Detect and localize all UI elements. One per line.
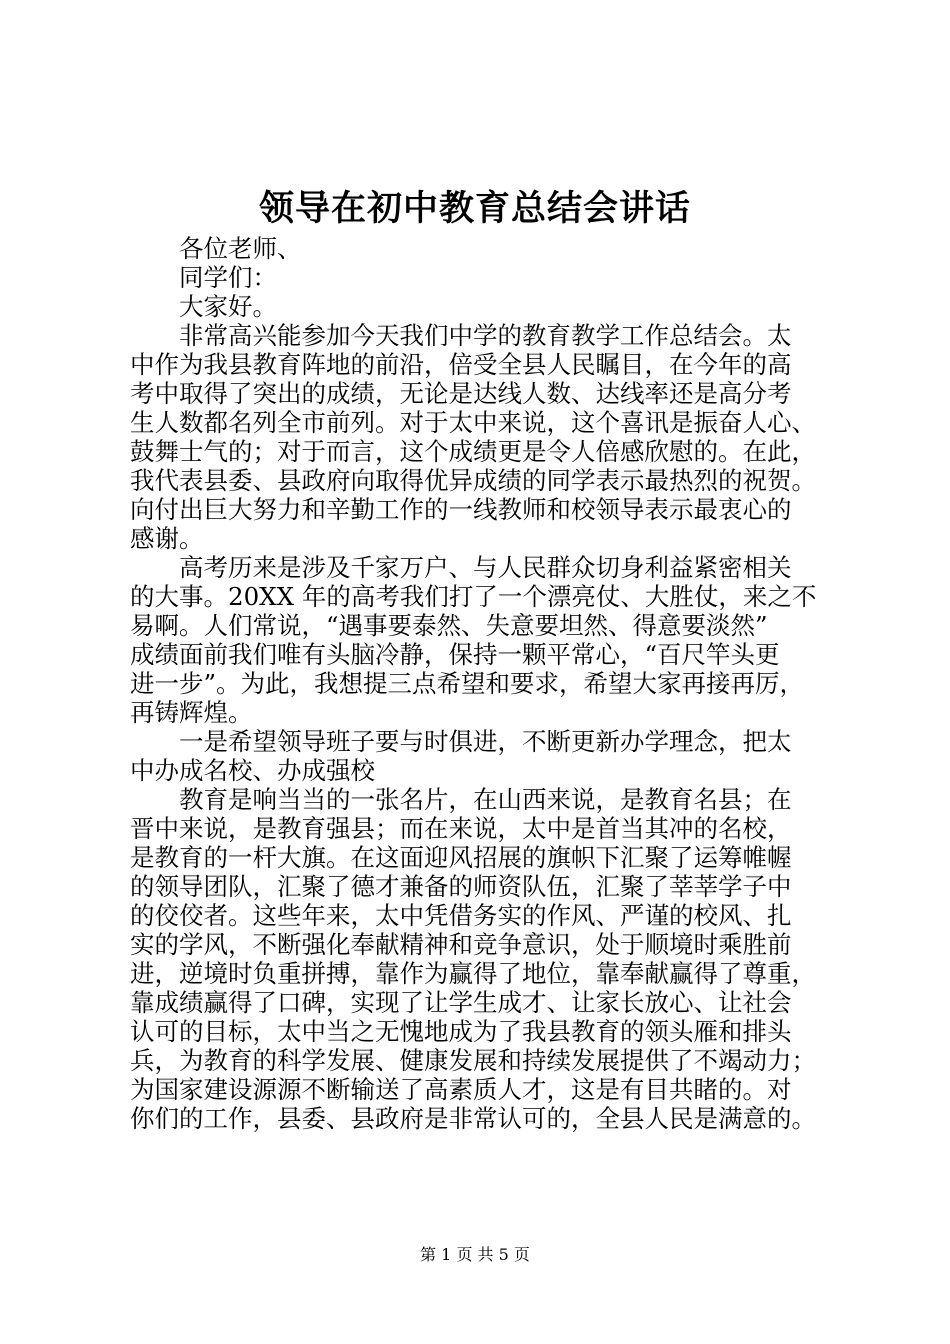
text-line: 兵，为教育的科学发展、健康发展和持续发展提供了不竭动力； xyxy=(130,1046,816,1075)
greeting: 大家好。 xyxy=(179,292,277,321)
paragraph-1 xyxy=(130,321,830,553)
document-title: 领导在初中教育总结会讲话 xyxy=(258,189,691,229)
text-line: 的大事。20XX 年的高考我们打了一个漂亮仗、大胜仗，来之不 xyxy=(130,582,817,611)
text-line: 易啊。人们常说，“遇事要泰然、失意要坦然、得意要淡然” xyxy=(130,611,768,640)
text-line: 晋中来说，是教育强县；而在来说，太中是首当其冲的名校， xyxy=(130,814,792,843)
text-line: 你们的工作，县委、县政府是非常认可的，全县人民是满意的。 xyxy=(130,1104,816,1133)
text-line: 鼓舞士气的；对于而言，这个成绩更是令人倍感欣慰的。在此， xyxy=(130,437,816,466)
text-line: 进一步”。为此，我想提三点希望和要求，希望大家再接再厉， xyxy=(130,669,805,698)
text-line: 感谢。 xyxy=(130,524,204,553)
text-line: 一是希望领导班子要与时俱进，不断更新办学理念，把太 xyxy=(179,727,792,756)
text-line: 考中取得了突出的成绩，无论是达线人数、达线率还是高分考 xyxy=(130,379,792,408)
salutation-line xyxy=(130,292,830,321)
page-footer: 第 1 页 共 5 页 xyxy=(420,1245,530,1264)
text-line: 为国家建设源源不断输送了高素质人才，这是有目共睹的。对 xyxy=(130,1075,792,1104)
text-line: 是教育的一杆大旗。在这面迎风招展的旗帜下汇聚了运筹帷幄 xyxy=(130,843,792,872)
document-body xyxy=(130,234,830,1133)
text-line: 靠成绩赢得了口碑，实现了让学生成才、让家长放心、让社会 xyxy=(130,988,792,1017)
text-line: 向付出巨大努力和辛勤工作的一线教师和校领导表示最衷心的 xyxy=(130,495,792,524)
text-line: 再铸辉煌。 xyxy=(130,698,253,727)
paragraph-2 xyxy=(130,553,830,727)
text-line: 中办成名校、办成强校 xyxy=(130,756,375,785)
text-line: 进，逆境时负重拼搏，靠作为赢得了地位，靠奉献赢得了尊重， xyxy=(130,959,816,988)
text-line: 认可的目标，太中当之无愧地成为了我县教育的领头雁和排头 xyxy=(130,1017,792,1046)
text-line: 成绩面前我们唯有头脑冷静，保持一颗平常心，“百尺竿头更 xyxy=(130,640,780,669)
salutation-line xyxy=(130,263,830,292)
text-line: 生人数都名列全市前列。对于太中来说，这个喜讯是振奋人心、 xyxy=(130,408,816,437)
salutation-teachers: 各位老师、 xyxy=(179,234,302,263)
text-line: 的领导团队，汇聚了德才兼备的师资队伍，汇聚了莘莘学子中 xyxy=(130,872,792,901)
text-line: 中作为我县教育阵地的前沿，倍受全县人民瞩目，在今年的高 xyxy=(130,350,792,379)
text-line: 的佼佼者。这些年来，太中凭借务实的作风、严谨的校风、扎 xyxy=(130,901,792,930)
salutation-students: 同学们： xyxy=(179,263,277,292)
paragraph-4 xyxy=(130,785,830,1133)
text-line: 我代表县委、县政府向取得优异成绩的同学表示最热烈的祝贺。 xyxy=(130,466,816,495)
salutation-line xyxy=(130,234,830,263)
text-line: 教育是响当当的一张名片，在山西来说，是教育名县；在 xyxy=(179,785,792,814)
text-line: 实的学风，不断强化奉献精神和竞争意识，处于顺境时乘胜前 xyxy=(130,930,792,959)
text-line: 非常高兴能参加今天我们中学的教育教学工作总结会。太 xyxy=(179,321,792,350)
paragraph-3 xyxy=(130,727,830,785)
text-line: 高考历来是涉及千家万户、与人民群众切身利益紧密相关 xyxy=(179,553,792,582)
